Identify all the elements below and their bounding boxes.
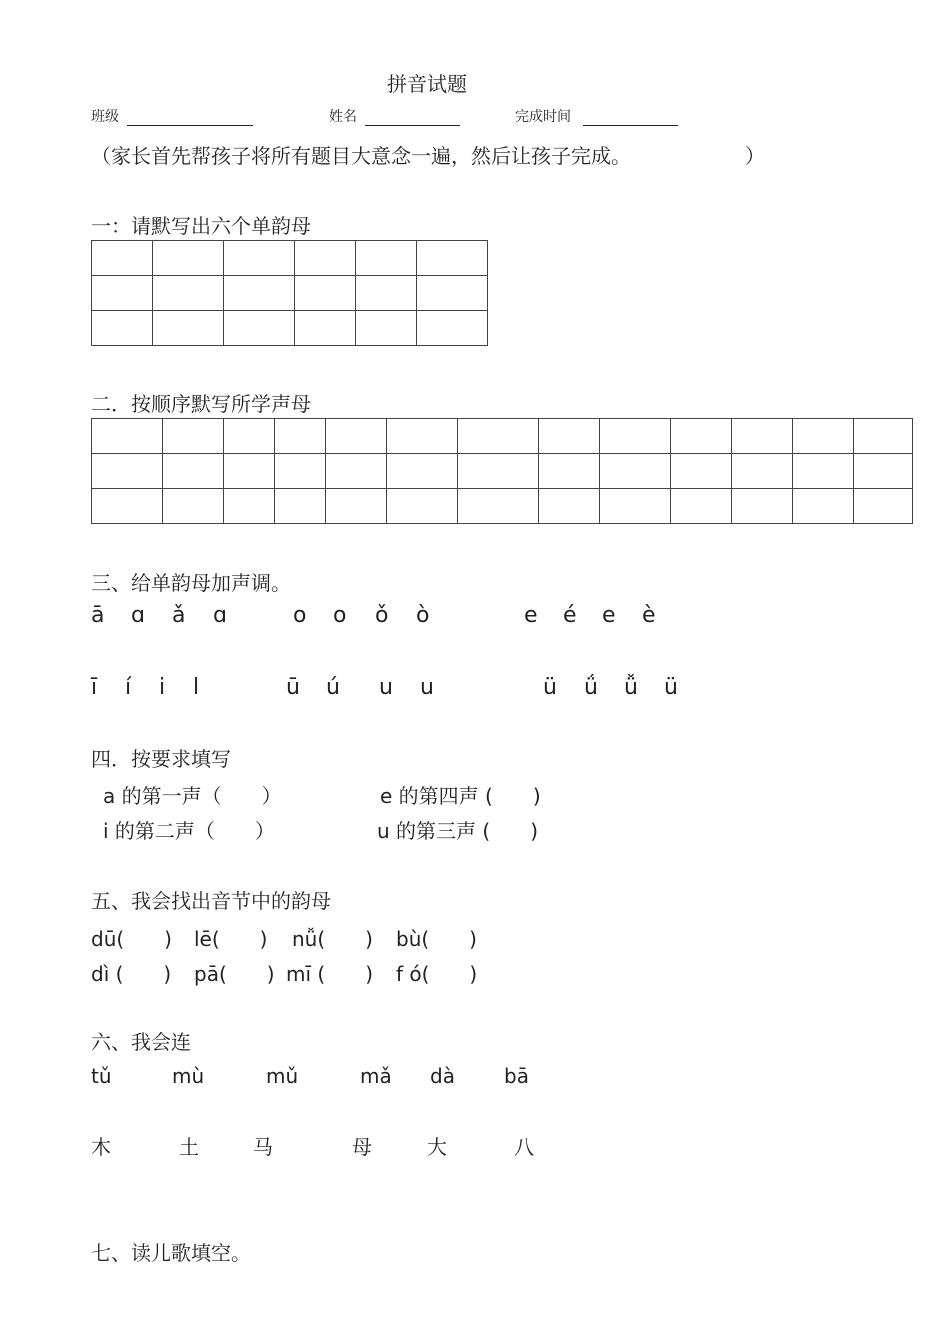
grid-cell[interactable] <box>153 311 224 346</box>
grid-cell[interactable] <box>92 311 153 346</box>
match-pinyin[interactable]: dà <box>430 1064 455 1088</box>
grid-cell[interactable] <box>671 454 732 489</box>
class-blank[interactable] <box>127 109 253 126</box>
tone-letter: ú <box>326 675 340 700</box>
tone-letter: ī <box>91 675 98 700</box>
grid-cell[interactable] <box>153 276 224 311</box>
section-3-heading: 三、给单韵母加声调。 <box>91 571 291 595</box>
match-character[interactable]: 母 <box>352 1135 372 1159</box>
syllable-item: lē( ) <box>194 927 268 951</box>
grid-cell[interactable] <box>539 419 600 454</box>
time-blank[interactable] <box>583 109 678 126</box>
grid-cell[interactable] <box>92 276 153 311</box>
grid-cell[interactable] <box>417 276 488 311</box>
name-blank[interactable] <box>365 109 460 126</box>
tone-letter: ā <box>91 603 105 628</box>
match-character[interactable]: 马 <box>253 1135 273 1159</box>
grid-cell[interactable] <box>732 489 793 524</box>
match-character[interactable]: 木 <box>91 1135 111 1159</box>
initials-grid <box>91 418 913 524</box>
grid-cell[interactable] <box>417 241 488 276</box>
grid-cell[interactable] <box>458 419 539 454</box>
syllable-item: f ó( ) <box>396 962 478 986</box>
grid-cell[interactable] <box>295 311 356 346</box>
grid-cell[interactable] <box>326 419 387 454</box>
grid-cell[interactable] <box>458 454 539 489</box>
grid-cell[interactable] <box>356 276 417 311</box>
tone-letter: ɑ <box>131 603 145 628</box>
syllable-item: dū( ) <box>91 927 172 951</box>
grid-cell[interactable] <box>671 489 732 524</box>
grid-cell[interactable] <box>92 241 153 276</box>
tone-letter: e <box>602 603 616 628</box>
grid-cell[interactable] <box>153 241 224 276</box>
tone-letter: ū <box>286 675 300 700</box>
match-pinyin[interactable]: mù <box>172 1064 205 1088</box>
tone-letter: ɑ <box>213 603 227 628</box>
match-character[interactable]: 土 <box>179 1135 199 1159</box>
fill-i-second-tone: i 的第二声（ ） <box>103 819 275 843</box>
tone-letter: ü <box>543 675 557 700</box>
class-label: 班级 <box>91 109 119 125</box>
name-label: 姓名 <box>329 109 357 125</box>
match-pinyin[interactable]: tǔ <box>91 1064 112 1088</box>
grid-cell[interactable] <box>600 489 671 524</box>
class-field <box>91 106 253 126</box>
tone-letter: ǒ <box>375 603 389 628</box>
grid-cell[interactable] <box>356 241 417 276</box>
grid-cell[interactable] <box>295 276 356 311</box>
tone-letter: ü <box>664 675 678 700</box>
tone-letter: í <box>125 675 132 700</box>
grid-cell[interactable] <box>854 454 913 489</box>
grid-cell[interactable] <box>92 489 163 524</box>
grid-cell[interactable] <box>793 489 854 524</box>
grid-cell[interactable] <box>793 419 854 454</box>
grid-cell[interactable] <box>854 489 913 524</box>
time-field <box>515 106 678 126</box>
match-character[interactable]: 八 <box>514 1135 534 1159</box>
section-7-heading: 七、读儿歌填空。 <box>91 1241 251 1265</box>
tone-letter: é <box>563 603 577 628</box>
grid-cell[interactable] <box>387 419 458 454</box>
section-6-heading: 六、我会连 <box>91 1030 191 1054</box>
grid-cell[interactable] <box>854 419 913 454</box>
tone-letter: u <box>420 675 434 700</box>
grid-cell[interactable] <box>539 489 600 524</box>
fill-u-third-tone: u 的第三声 ( ) <box>377 819 538 843</box>
tone-letter: e <box>524 603 538 628</box>
name-field <box>329 106 460 126</box>
grid-cell[interactable] <box>732 419 793 454</box>
grid-cell[interactable] <box>275 419 326 454</box>
grid-cell[interactable] <box>356 311 417 346</box>
grid-cell[interactable] <box>326 454 387 489</box>
grid-cell[interactable] <box>539 454 600 489</box>
tone-letter: ǚ <box>624 675 638 700</box>
grid-cell[interactable] <box>387 454 458 489</box>
section-2-heading: 二．按顺序默写所学声母 <box>91 392 311 416</box>
tone-letter: ò <box>416 603 430 628</box>
fill-a-first-tone: a 的第一声（ ） <box>103 784 282 808</box>
grid-cell[interactable] <box>224 241 295 276</box>
grid-cell[interactable] <box>92 454 163 489</box>
grid-cell[interactable] <box>163 454 224 489</box>
grid-cell[interactable] <box>275 489 326 524</box>
match-character[interactable]: 大 <box>427 1135 447 1159</box>
grid-cell[interactable] <box>163 489 224 524</box>
grid-cell[interactable] <box>793 454 854 489</box>
page-title: 拼音试题 <box>387 72 467 96</box>
grid-cell[interactable] <box>732 454 793 489</box>
grid-cell[interactable] <box>224 419 275 454</box>
tone-letter: i <box>159 675 166 700</box>
syllable-item: nǚ( ) <box>292 927 373 951</box>
match-pinyin[interactable]: mǔ <box>266 1064 299 1088</box>
grid-cell[interactable] <box>163 419 224 454</box>
time-label: 完成时间 <box>515 109 571 125</box>
tone-letter: ǘ <box>584 675 598 700</box>
tone-letter: o <box>293 603 307 628</box>
match-pinyin[interactable]: mǎ <box>360 1064 392 1088</box>
grid-cell[interactable] <box>326 489 387 524</box>
grid-cell[interactable] <box>224 454 275 489</box>
grid-cell[interactable] <box>458 489 539 524</box>
grid-cell[interactable] <box>600 419 671 454</box>
tone-letter: è <box>642 603 656 628</box>
grid-cell[interactable] <box>92 419 163 454</box>
grid-cell[interactable] <box>671 419 732 454</box>
grid-cell[interactable] <box>387 489 458 524</box>
instruction-close: ） <box>745 144 765 168</box>
syllable-item: dì ( ) <box>91 962 172 986</box>
tone-letter: u <box>379 675 393 700</box>
syllable-item: bù( ) <box>396 927 477 951</box>
section-1-heading: 一：请默写出六个单韵母 <box>91 214 311 238</box>
syllable-item: mī ( ) <box>286 962 374 986</box>
syllable-item: pā( ) <box>194 962 275 986</box>
tone-letter: ǎ <box>172 603 186 628</box>
tone-letter: l <box>193 675 200 700</box>
section-4-heading: 四．按要求填写 <box>91 747 231 771</box>
grid-cell[interactable] <box>295 241 356 276</box>
vowel-grid <box>91 240 488 346</box>
instruction: （家长首先帮孩子将所有题目大意念一遍，然后让孩子完成。 <box>91 144 631 168</box>
match-pinyin[interactable]: bā <box>504 1064 529 1088</box>
grid-cell[interactable] <box>275 454 326 489</box>
tone-letter: o <box>333 603 347 628</box>
grid-cell[interactable] <box>600 454 671 489</box>
grid-cell[interactable] <box>417 311 488 346</box>
grid-cell[interactable] <box>224 311 295 346</box>
fill-e-fourth-tone: e 的第四声 ( ) <box>380 784 541 808</box>
grid-cell[interactable] <box>224 489 275 524</box>
section-5-heading: 五、我会找出音节中的韵母 <box>91 889 331 913</box>
grid-cell[interactable] <box>224 276 295 311</box>
